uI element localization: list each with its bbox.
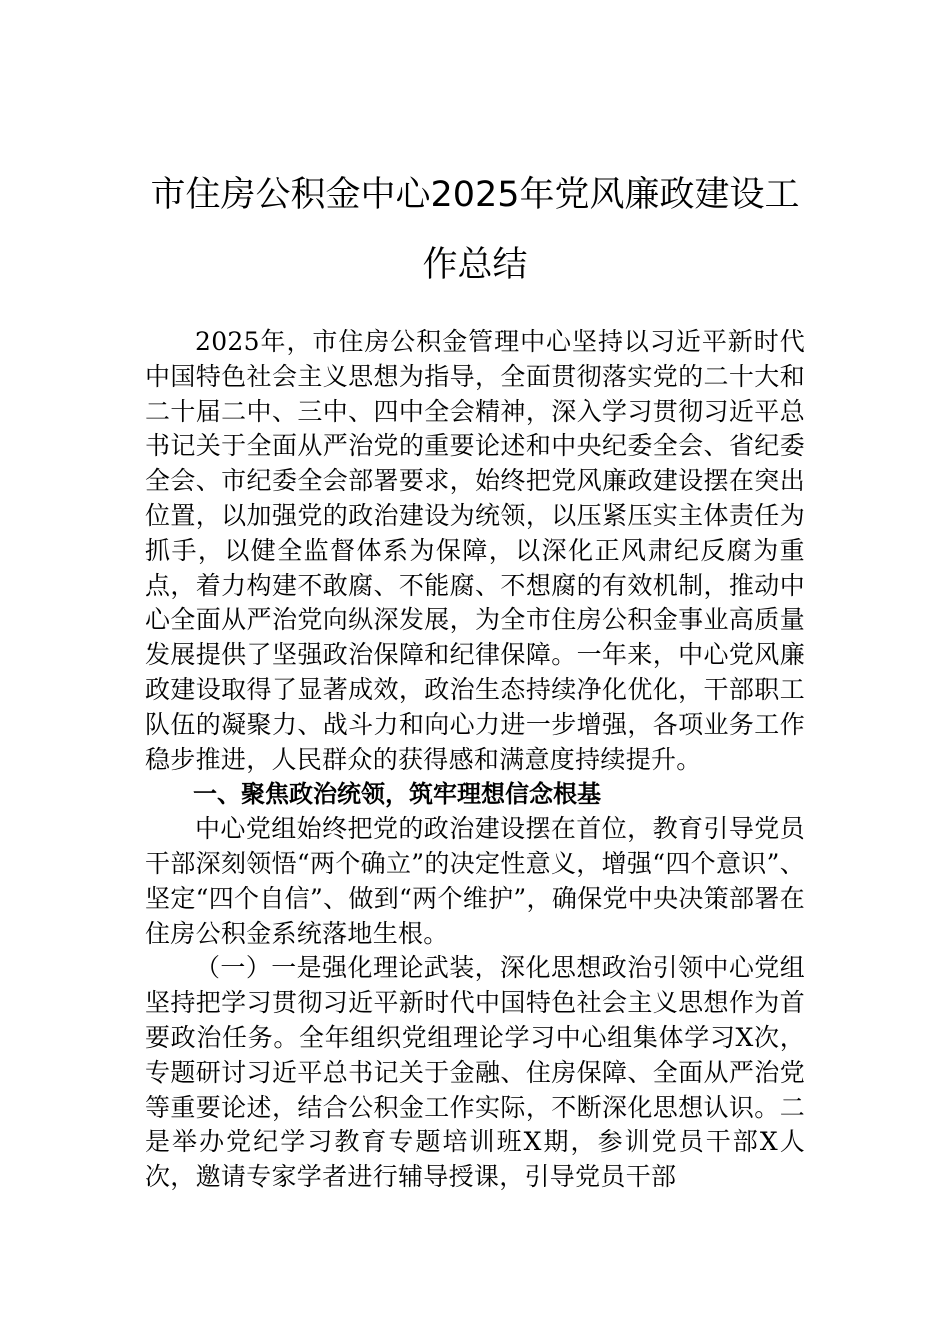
intro-paragraph: 2025年，市住房公积金管理中心坚持以习近平新时代中国特色社会主义思想为指导，全面贯彻落实党的二十大和二十届二中、三中、四中全会精神，深入学习贯彻习近平总书记关于全面从严治党的重要论述和中央纪委全会、省纪委全会、市纪委全会部署要求，始终把党风廉政建设摆在突出位置，以加强党的政治建设为统领，以压紧压实主体责任为抓手，以健全监督体系为保障，以深化正风肃纪反腐为重点，着力构建不敢腐、不能腐、不想腐的有效机制，推动中心全面从严治党向纵深发展，为全市住房公积金事业高质量发展提供了坚强政治保障和纪律保障。一年来，中心党风廉政建设取得了显著成效，政治生态持续净化优化，干部职工队伍的凝聚力、战斗力和向心力进一步增强，各项业务工作稳步推进，人民群众的获得感和满意度持续提升。 (145, 327, 805, 774)
section-paragraph-1: 中心党组始终把党的政治建设摆在首位，教育引导党员干部深刻领悟“两个确立”的决定性意义，增强“四个意识”、坚定“四个自信”、做到“两个维护”，确保党中央决策部署在住房公积金系统落地生根。 (145, 814, 805, 948)
document-title: 市住房公积金中心2025年党风廉政建设工作总结 (150, 175, 800, 285)
section-heading: 一、聚焦政治统领，筑牢理想信念根基 (193, 780, 601, 809)
section-paragraph-2: （一）一是强化理论武装，深化思想政治引领中心党组坚持把学习贯彻习近平新时代中国特色社会主义思想作为首要政治任务。全年组织党组理论学习中心组集体学习X次，专题研讨习近平总书记关于金融、住房保障、全面从严治党等重要论述，结合公积金工作实际，不断深化思想认识。二是举办党纪学习教育专题培训班X期，参训党员干部X人次，邀请专家学者进行辅导授课，引导党员干部 (145, 953, 805, 1192)
document-body (145, 325, 805, 1195)
